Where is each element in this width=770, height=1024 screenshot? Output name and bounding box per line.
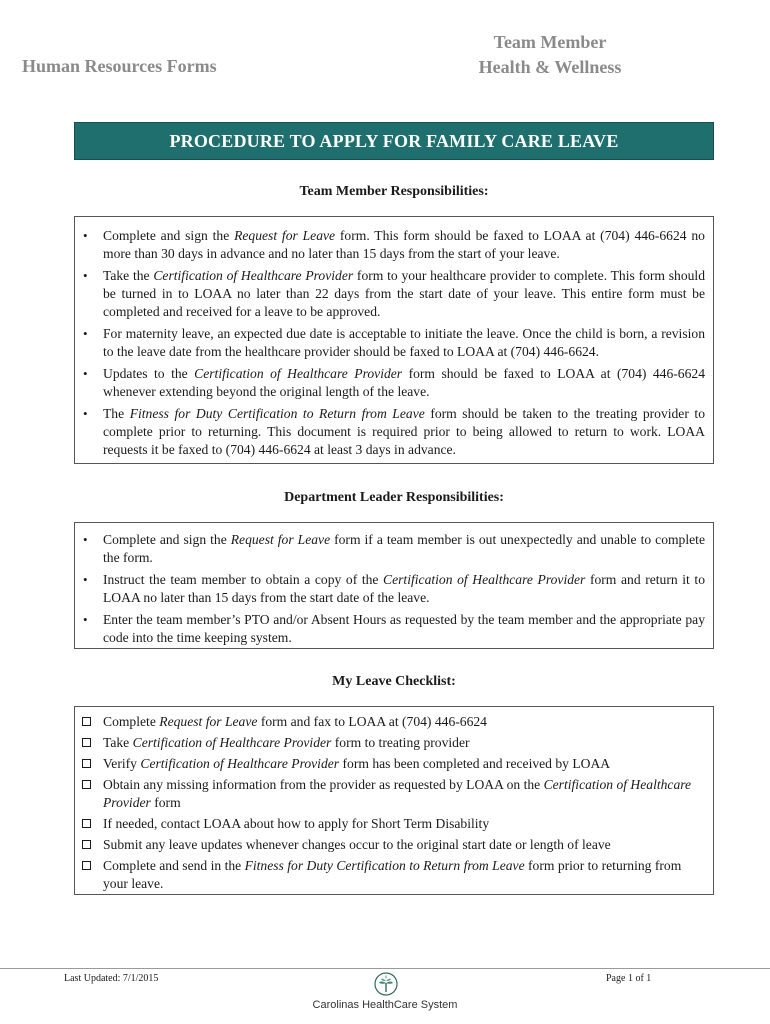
org-name: Carolinas HealthCare System bbox=[312, 999, 458, 1011]
list-item: • Enter the team member’s PTO and/or Absent Hours as requested by the team member and the appropriate pay code into the time keeping system. bbox=[103, 611, 705, 647]
checklist-item: Verify Certification of Healthcare Provider form has been completed and received by LOAA bbox=[103, 755, 705, 773]
team-member-list bbox=[103, 227, 705, 459]
dept-leader-list bbox=[103, 531, 705, 647]
checklist-heading: My Leave Checklist: bbox=[332, 674, 456, 689]
list-item: • Complete and sign the Request for Leave form if a team member is out unexpectedly and unable to complete the form. bbox=[103, 531, 705, 567]
checklist-item: Complete Request for Leave form and fax to LOAA at (704) 446-6624 bbox=[103, 713, 705, 731]
dept-leader-box bbox=[74, 522, 714, 649]
header-department-line1: Team Member bbox=[493, 32, 607, 52]
list-item: • Complete and sign the Request for Leave form. This form should be faxed to LOAA at (704) 446-6624 no more than 30 days in advance and no later than 15 days from the start of your leave. bbox=[103, 227, 705, 263]
checklist-item: Obtain any missing information from the provider as requested by LOAA on the Certification of Healthcare Provider form bbox=[103, 776, 705, 812]
header-department bbox=[470, 30, 630, 80]
list-item: • The Fitness for Duty Certification to Return from Leave form should be taken to the treating provider to complete prior to returning. This document is required prior to being allowed to return to work. LOAA requests it be faxed to (704) 446-6624 at least 3 days in advance. bbox=[103, 405, 705, 459]
list-item: • Instruct the team member to obtain a copy of the Certification of Healthcare Provider form and return it to LOAA no later than 15 days from the start date of the leave. bbox=[103, 571, 705, 607]
checklist-item: Submit any leave updates whenever changes occur to the original start date or length of leave bbox=[103, 836, 705, 854]
checklist-box bbox=[74, 706, 714, 895]
dept-leader-heading: Department Leader Responsibilities: bbox=[284, 490, 504, 505]
last-updated: Last Updated: 7/1/2015 bbox=[64, 973, 159, 984]
checklist-item: Complete and send in the Fitness for Duty Certification to Return from Leave form prior to returning from your leave. bbox=[103, 857, 705, 893]
header-hr-forms: Human Resources Forms bbox=[22, 56, 217, 76]
list-item: • Updates to the Certification of Healthcare Provider form should be faxed to LOAA at (704) 446-6624 whenever extending beyond the original length of the leave. bbox=[103, 365, 705, 401]
page-number: Page 1 of 1 bbox=[606, 973, 652, 984]
checklist-item: If needed, contact LOAA about how to apply for Short Term Disability bbox=[103, 815, 705, 833]
page-title: PROCEDURE TO APPLY FOR FAMILY CARE LEAVE bbox=[169, 130, 619, 151]
checklist-item: Take Certification of Healthcare Provider form to treating provider bbox=[103, 734, 705, 752]
tree-logo-icon bbox=[374, 972, 398, 996]
team-member-box bbox=[74, 216, 714, 464]
page-title-bar bbox=[74, 122, 714, 160]
list-item: • Take the Certification of Healthcare Provider form to your healthcare provider to complete. This form should be turned in to LOAA no later than 22 days from the start date of your leave. This entire form must be completed and received for a leave to be approved. bbox=[103, 267, 705, 321]
footer-divider bbox=[0, 968, 770, 969]
list-item: • For maternity leave, an expected due date is acceptable to initiate the leave. Once the child is born, a revision to the leave date from the healthcare provider should be faxed to LOAA at (704) 446-6624. bbox=[103, 325, 705, 361]
checklist-list bbox=[103, 713, 705, 893]
team-member-heading: Team Member Responsibilities: bbox=[299, 184, 489, 199]
header-department-line2: Health & Wellness bbox=[478, 57, 622, 77]
